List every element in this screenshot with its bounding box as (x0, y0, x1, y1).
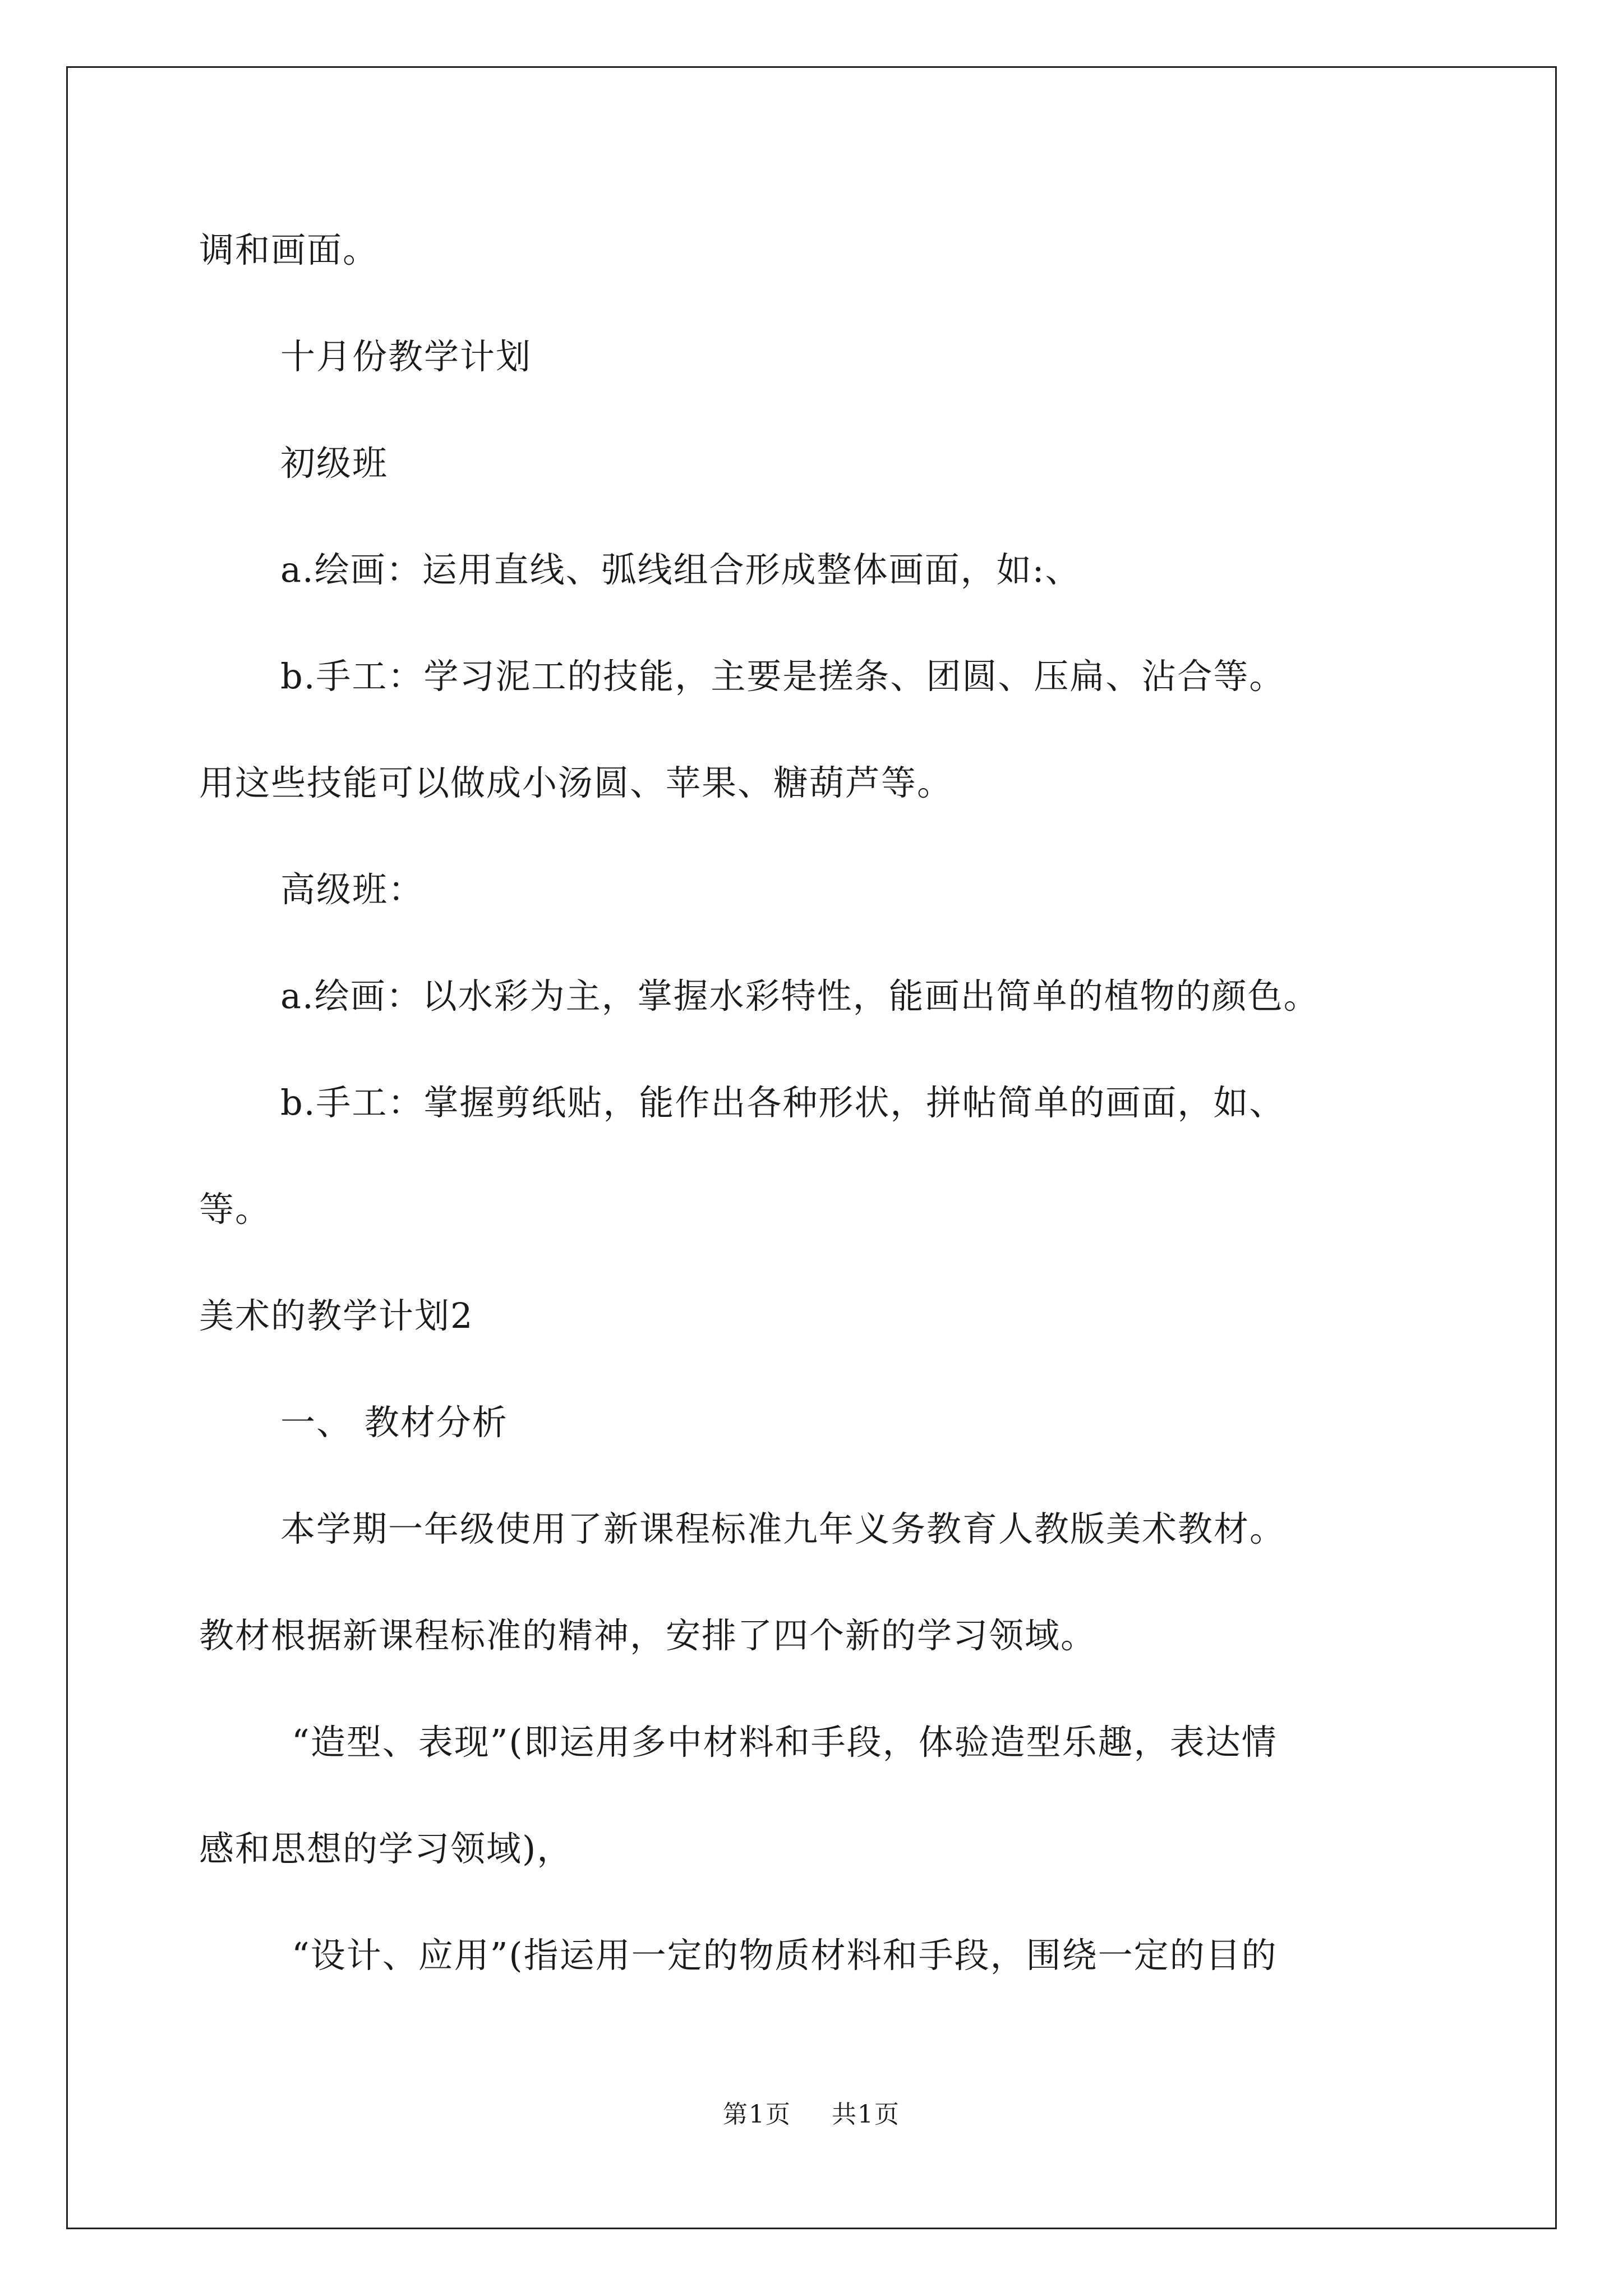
section-heading: 十月份教学计划 (280, 336, 532, 377)
page-number: 第1页 (723, 2100, 791, 2129)
paragraph-line: 本学期一年级使用了新课程标准九年义务教育人教版美术教材。 (280, 1508, 1286, 1549)
section-heading: 一、 教材分析 (280, 1402, 508, 1443)
document-title: 美术的教学计划2 (199, 1295, 474, 1336)
paragraph-line: 用这些技能可以做成小汤圆、苹果、糖葫芦等。 (199, 762, 953, 803)
class-heading: 初级班 (280, 443, 389, 484)
total-pages: 共1页 (832, 2100, 900, 2129)
paragraph-line: b.手工：掌握剪纸贴，能作出各种形状，拼帖简单的画面，如、 (280, 1082, 1285, 1123)
paragraph-line: “设计、应用”(指运用一定的物质材料和手段，围绕一定的目的 (292, 1935, 1278, 1976)
paragraph-line: 等。 (199, 1189, 271, 1230)
page-footer (0, 2098, 1623, 2132)
page-border (66, 66, 1557, 2229)
paragraph-line: 教材根据新课程标准的精神，安排了四个新的学习领域。 (199, 1615, 1097, 1656)
paragraph-line: 感和思想的学习领域)， (199, 1828, 573, 1869)
paragraph-line: a.绘画：以水彩为主，掌握水彩特性，能画出简单的植物的颜色。 (280, 976, 1320, 1016)
paragraph-line: 调和画面。 (199, 229, 379, 270)
paragraph-line: a.绘画：运用直线、弧线组合形成整体画面，如:、 (280, 549, 1081, 590)
paragraph-line: b.手工：学习泥工的技能，主要是搓条、团圆、压扁、沾合等。 (280, 656, 1285, 697)
paragraph-line: “造型、表现”(即运用多中材料和手段，体验造型乐趣，表达情 (292, 1722, 1278, 1763)
class-heading: 高级班： (280, 869, 425, 910)
